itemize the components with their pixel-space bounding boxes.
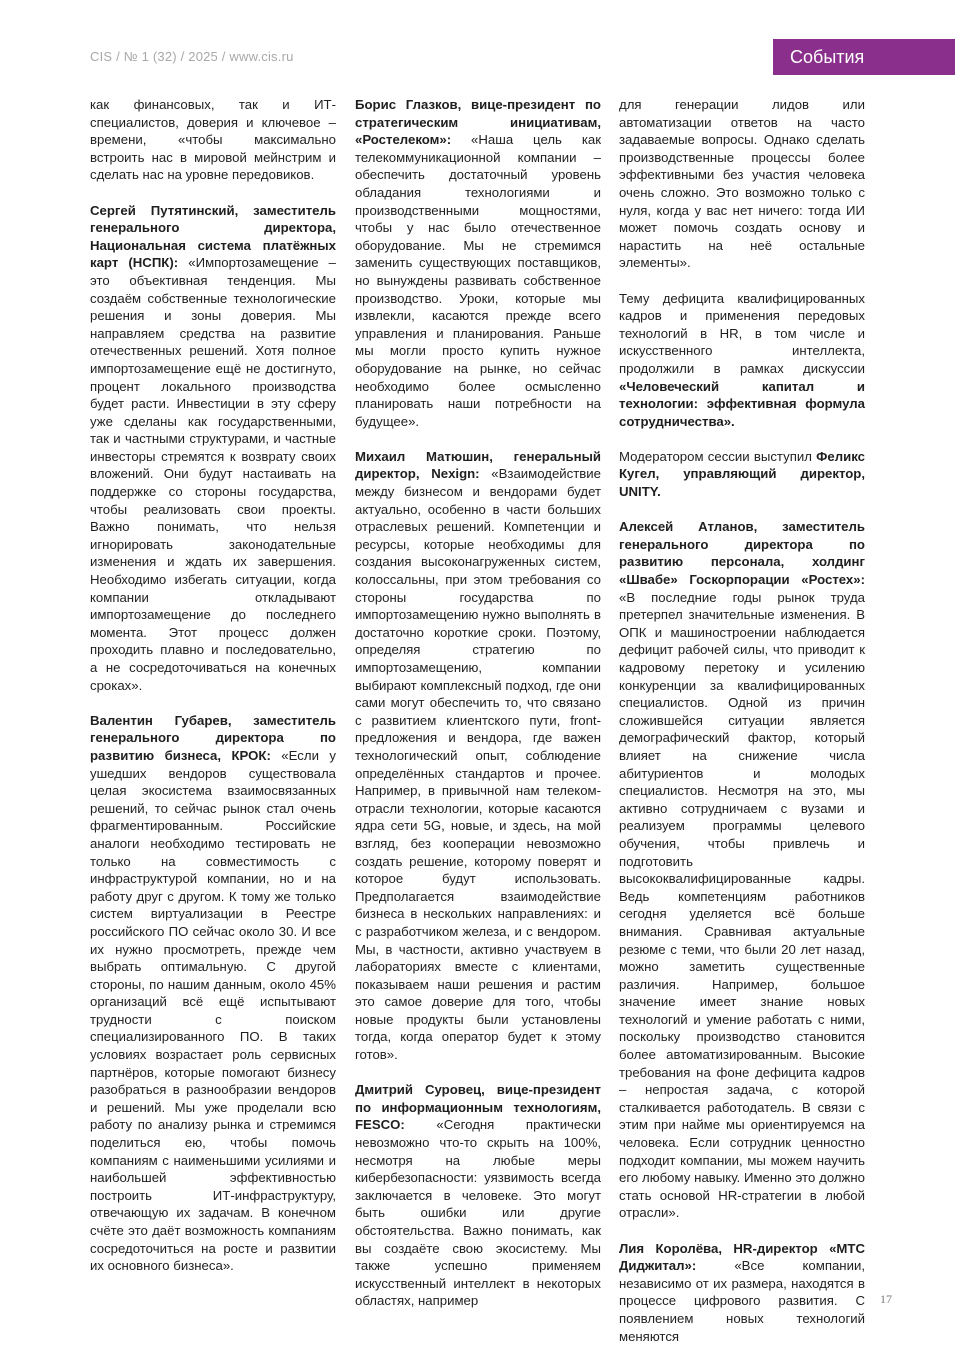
quote-paragraph xyxy=(90,202,336,695)
quote-text: «В последние годы рынок труда претерпел значительные изменения. В ОПК и машиностроении наблюдается дефицит рабочей силы, что приводит к кадровому перетоку и усилению конкуренции за квалифицированных специалистов. Одной из причин сложившейся ситуации является демографический фактор, который влияет на снижение числа абитуриентов и молодых специалистов. Несмотря на это, мы активно сотрудничаем с вузами и реализуем программы целевого обучения, чтобы привлечь и подготовить высококвалифицированные кадры. Ведь компетенциям работников сегодня уделяется всё больше внимания. Сравнивая актуальные резюме с теми, что были 20 лет назад, можно заметить существенные различия. Например, большое значение имеет знание новых технологий и умение работать с ними, поскольку производство становится более автоматизированным. Высокие требования на фоне дефицита кадров – непростая задача, с которой сталкивается работодатель. В связи с этим при найме мы ориентируемся на человека. Если сотрудник ценностно подходит компании, мы можем научить его любому навыку. Именно это должно стать основой HR-стратегии в любой отрасли». xyxy=(619,589,865,1221)
quote-paragraph xyxy=(355,448,601,1064)
paragraph xyxy=(619,290,865,431)
quote-paragraph xyxy=(90,712,336,1275)
article-column-3 xyxy=(619,96,865,1363)
quote-paragraph xyxy=(619,518,865,1222)
issue-meta: CIS / № 1 (32) / 2025 / www.cis.ru xyxy=(90,49,294,64)
paragraph-text: Модератором сессии выступил xyxy=(619,448,817,464)
speaker-name: Лия Королёва, HR-директор «МТС Диджитал»: xyxy=(619,1240,865,1274)
speaker-name: Валентин Губарев, заместитель генерального директора по развитию бизнеса, КРОК: xyxy=(90,712,336,763)
quote-text: «Если у ушедших вендоров существовала целая экосистема взаимосвязанных решений, то сейчас рынок стал очень фрагментированным. Российские аналоги необходимо тестировать не только на совместимость с инфраструктурой компании, но и на работу друг с другом. К тому же только систем виртуализации в Реестре российского ПО сейчас около 30. И все их нужно просмотреть, прежде чем выбрать оптимальную. С другой стороны, по нашим данным, около 45% организаций всё ещё испытывают трудности с поиском специализированного ПО. В таких условиях возрастает роль сервисных партнёров, которые помогают бизнесу разобраться в разнообразии вендоров и решений. Мы уже проделали всю работу по анализу рынка и стремимся поделиться ею, чтобы помочь компаниям с наименьшими усилиями и наибольшей эффективностью построить ИТ-инфраструктуру, отвечающую их задачам. В конечном счёте это даёт возможность компаниям сосредоточиться на росте и развитии их основного бизнеса». xyxy=(90,747,336,1274)
paragraph xyxy=(619,448,865,501)
paragraph-text: для генерации лидов или автоматизации ответов на часто задаваемые вопросы. Однако сделать производственные процессы более эффективными без участия человека очень сложно. Это возможно только с нуля, когда у вас нет ничего: тогда ИИ может помочь создать основу и нарастить на неё остальные элементы». xyxy=(619,97,865,271)
article-column-2 xyxy=(355,96,601,1328)
paragraph xyxy=(90,96,336,184)
session-title: «Человеческий капитал и технологии: эффективная формула сотрудничества». xyxy=(619,378,865,429)
speaker-name: Алексей Атланов, заместитель генерального директора по развитию персонала, холдинг «Швабе» Госкорпорации «Ростех»: xyxy=(619,519,865,588)
quote-text: «Сегодня практически невозможно что-то скрыть на 100%, несмотря на любые меры кибербезопасности: уязвимость всегда заключается в человеке. Это могут быть ошибки или другие обстоятельства. Важно понимать, как вы создаёте свою экосистему. Мы также успешно применяем искусственный интеллект в некоторых областях, например xyxy=(355,1117,601,1309)
quote-paragraph xyxy=(619,1240,865,1346)
paragraph-text: как финансовых, так и ИТ-специалистов, доверия и ключевое – времени, «чтобы максимально встроить нас в мировой мейнстрим и сделать нас на уровне передовиков. xyxy=(90,97,336,183)
quote-paragraph xyxy=(355,1081,601,1310)
quote-text: «Взаимодействие между бизнесом и вендорами будет актуально, особенно в части больших отраслевых решений. Компетенции и ресурсы, которые необходимы для создания высоконагруженных систем, колоссальны, при этом требования со стороны государства по импортозамещению нужно выполнять в достаточно короткие сроки. Поэтому, определяя стратегию по импортозамещению, компании выбирают комплексный подход, где они сами могут обеспечить то, что связано с развитием клиентского пути, front-предложения и вендора, где важен технологический опыт, соблюдение определённых стандартов и прочее. Например, в привычной нам телеком-отрасли технологии, которые касаются ядра сети 5G, новые, и здесь, на мой взгляд, без кооперации невозможно создать решение, которому поверят и которое будут использовать. Предполагается взаимодействие бизнеса в нескольких направлениях: и с разработчиком железа, и с вендором. Мы, в частности, активно участвуем в лабораториях вместе с клиентами, показываем наши решения и растим это самое доверие для того, чтобы новые продукты были установлены тогда, когда оператор будет к этому готов». xyxy=(355,466,601,1063)
paragraph xyxy=(619,96,865,272)
moderator-name: Феликс Кугел, управляющий директор, UNITY. xyxy=(619,448,865,500)
quote-text: «Все компании, независимо от их размера, находятся в процессе цифрового развития. С появлением новых технологий меняются xyxy=(619,1258,865,1344)
speaker-name: Михаил Матюшин, генеральный директор, Nexign: xyxy=(355,448,601,482)
quote-paragraph xyxy=(355,96,601,430)
paragraph-text: Тему дефицита квалифицированных кадров и применения передовых технологий в HR, в том числе и искусственного интеллекта, продолжили в рамках дискуссии xyxy=(619,290,865,376)
speaker-name: Сергей Путятинский, заместитель генерального директора, Национальная система платёжных карт (НСПК): xyxy=(90,202,336,271)
quote-text: «Наша цель как телекоммуникационной компании – обеспечить достаточный уровень обладания технологиями и производственными мощностями, чтобы у нас было отечественное оборудование. Мы не стремимся заменить существующих поставщиков, но вынуждены развивать собственное производство. Уроки, которые мы извлекли, касаются прежде всего управления и планирования. Раньше мы могли просто купить нужное оборудование на рынке, но сейчас необходимо более осмысленно планировать наши потребности на будущее». xyxy=(355,132,601,429)
speaker-name: Дмитрий Суровец, вице-президент по информационным технологиям, FESCO: xyxy=(355,1082,601,1133)
quote-text: «Импортозамещение – это объективная тенденция. Мы создаём собственные технологические решения и зоны доверия. Мы направляем средства на развитие отечественных решений. Хотя полное импортозамещение ещё не достигнуто, процент локального производства будет расти. Инвестиции в эту сферу уже сделаны как государственными, так и частными структурами, и частные инвесторы стремятся к возврату своих вложений. Они будут настаивать на поддержке со стороны государства, чтобы реализовать свои проекты. Важно понимать, что нельзя игнорировать законодательные изменения и ждать их завершения. Необходимо избегать ситуации, когда компании откладывают импортозамещение до последнего момента. Этот процесс должен проходить плавно и последовательно, а не сосредоточиваться на конечных сроках». xyxy=(90,255,336,693)
speaker-name: Борис Глазков, вице-президент по стратегическим инициативам, «Ростелеком»: xyxy=(355,97,601,148)
section-tag: События xyxy=(773,39,955,75)
article-column-1 xyxy=(90,96,336,1292)
page-number: 17 xyxy=(880,1292,892,1306)
